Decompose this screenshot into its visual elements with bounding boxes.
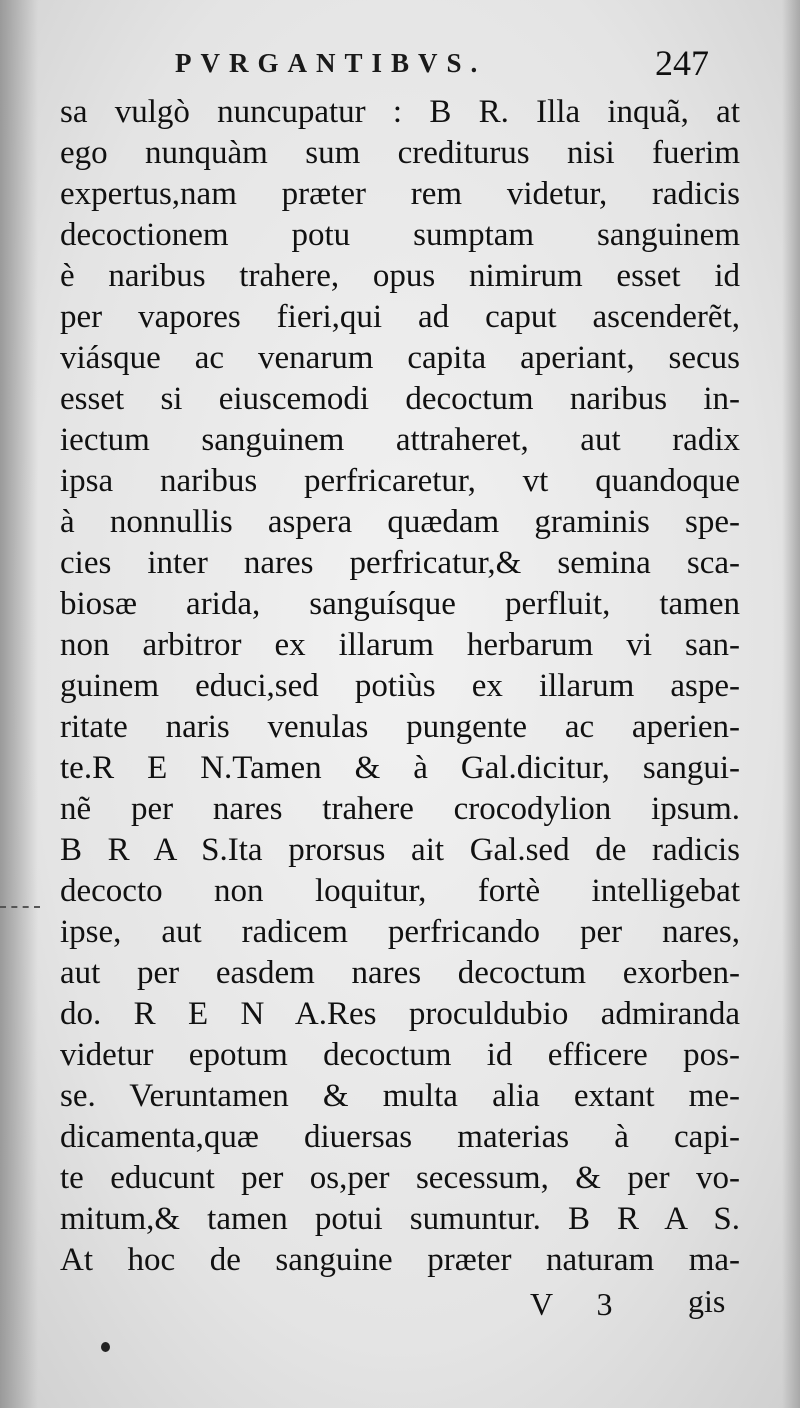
text-line: guinem educi,sed potiùs ex illarum aspe- bbox=[60, 668, 740, 704]
text-line: è naribus trahere, opus nimirum esset id bbox=[60, 258, 740, 294]
text-line: nẽ per nares trahere crocodylion ipsum. bbox=[60, 791, 740, 827]
ink-dot bbox=[101, 1342, 110, 1352]
text-line: sa vulgò nuncupatur : B R. Illa inquã, at bbox=[60, 94, 740, 130]
text-line: te.R E N.Tamen & à Gal.dicitur, sangui- bbox=[60, 750, 740, 786]
text-line: ego nunquàm sum crediturus nisi fuerim bbox=[60, 135, 740, 171]
spine-shadow bbox=[0, 0, 38, 1408]
text-line: ipsa naribus perfricaretur, vt quandoque bbox=[60, 463, 740, 499]
text-line: per vapores fieri,qui ad caput ascenderẽt, bbox=[60, 299, 740, 335]
text-line: mitum,& tamen potui sumuntur. B R A S. bbox=[60, 1201, 740, 1237]
text-line: B R A S.Ita prorsus ait Gal.sed de radicis bbox=[60, 832, 740, 868]
text-line: non arbitror ex illarum herbarum vi san- bbox=[60, 627, 740, 663]
text-line: iectum sanguinem attraheret, aut radix bbox=[60, 422, 740, 458]
text-line: se. Veruntamen & multa alia extant me- bbox=[60, 1078, 740, 1114]
text-line: dicamenta,quæ diuersas materias à capi- bbox=[60, 1119, 740, 1155]
margin-dash-mark bbox=[0, 906, 40, 910]
text-line: aut per easdem nares decoctum exorben- bbox=[60, 955, 740, 991]
page-edge-shadow bbox=[782, 0, 800, 1408]
running-title: PVRGANTIBVS. bbox=[175, 48, 487, 78]
text-line: esset si eiuscemodi decoctum naribus in- bbox=[60, 381, 740, 417]
catchword: gis bbox=[688, 1283, 726, 1319]
text-line: à nonnullis aspera quædam graminis spe- bbox=[60, 504, 740, 540]
text-line: do. R E N A.Res proculdubio admiranda bbox=[60, 996, 740, 1032]
text-line: decocto non loquitur, fortè intelligebat bbox=[60, 873, 740, 909]
signature-mark: V 3 bbox=[530, 1286, 631, 1322]
text-line: ipse, aut radicem perfricando per nares, bbox=[60, 914, 740, 950]
text-line: At hoc de sanguine præter naturam ma- bbox=[60, 1242, 740, 1278]
body-text bbox=[60, 92, 740, 1281]
text-line: cies inter nares perfricatur,& semina sca- bbox=[60, 545, 740, 581]
text-line: videtur epotum decoctum id efficere pos- bbox=[60, 1037, 740, 1073]
text-line: biosæ arida, sanguísque perfluit, tamen bbox=[60, 586, 740, 622]
text-line: expertus,nam præter rem videtur, radicis bbox=[60, 176, 740, 212]
text-line: ritate naris venulas pungente ac aperien- bbox=[60, 709, 740, 745]
page-number: 247 bbox=[655, 43, 709, 83]
text-line: viásque ac venarum capita aperiant, secus bbox=[60, 340, 740, 376]
text-line: te educunt per os,per secessum, & per vo- bbox=[60, 1160, 740, 1196]
text-line: decoctionem potu sumptam sanguinem bbox=[60, 217, 740, 253]
